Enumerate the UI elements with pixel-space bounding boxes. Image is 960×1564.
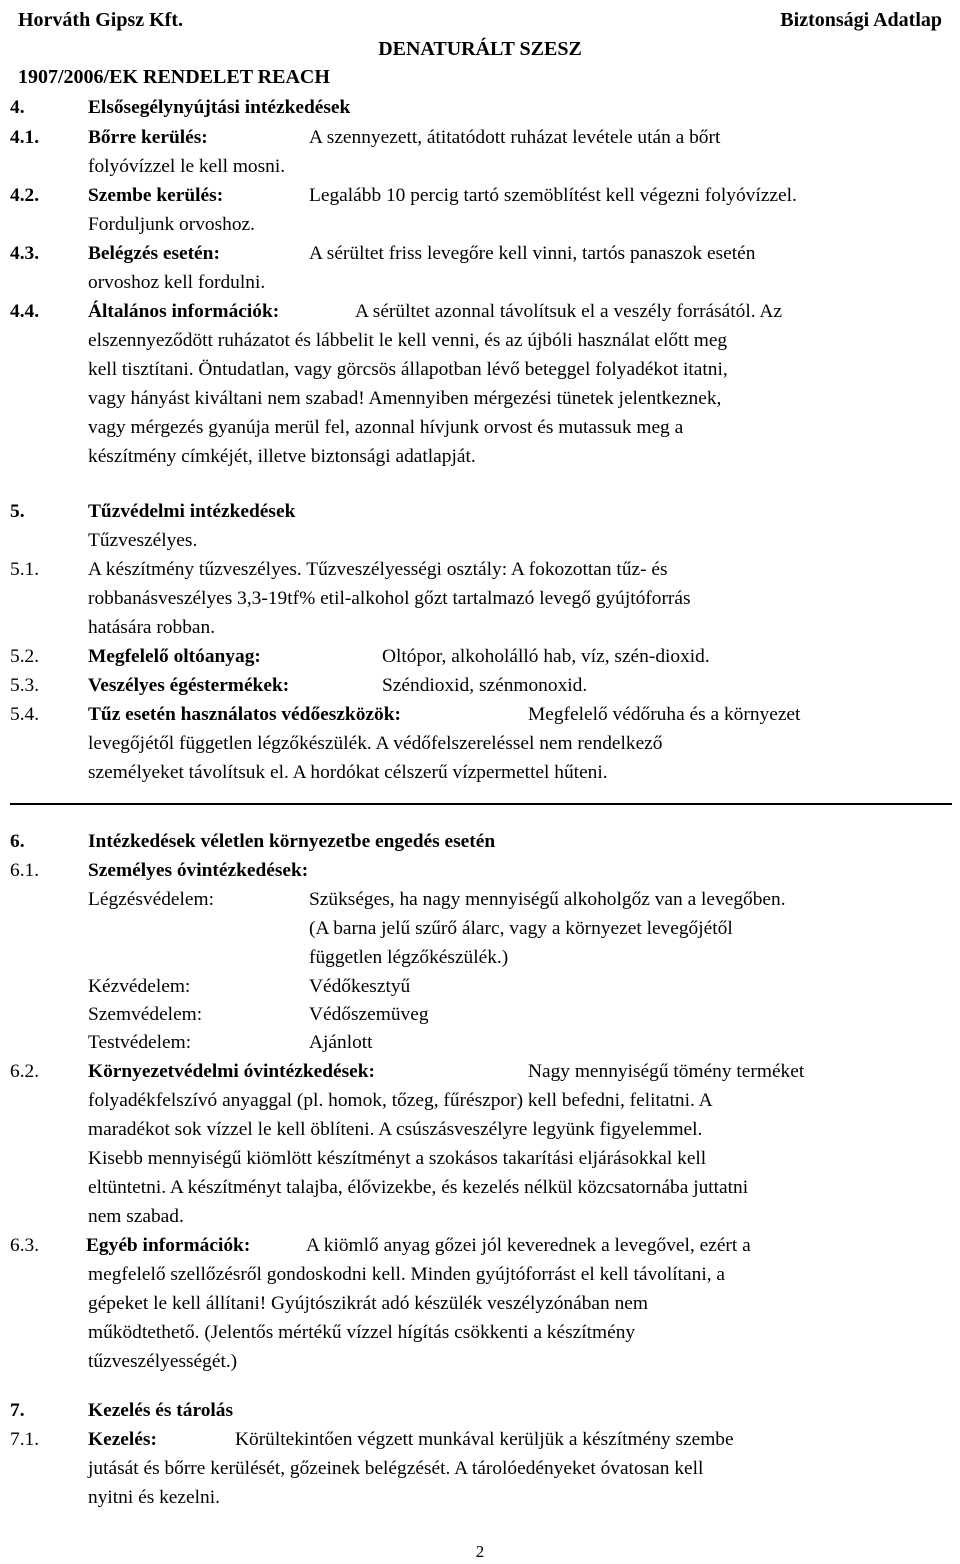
section-4-1-text-2: folyóvízzel le kell mosni. bbox=[88, 156, 286, 177]
product-name: DENATURÁLT SZESZ bbox=[378, 38, 582, 60]
section-5-1-number: 5.1. bbox=[10, 559, 40, 580]
section-5-subtitle: Tűzveszélyes. bbox=[88, 530, 198, 551]
body-protection-label: Testvédelem: bbox=[88, 1032, 192, 1053]
section-7-number: 7. bbox=[10, 1400, 25, 1421]
section-5-3-value: Széndioxid, szénmonoxid. bbox=[382, 675, 588, 696]
section-6-2-text-5: eltüntetni. A készítményt talajba, élővizekbe, és kezelés nélkül közcsatornába juttatni bbox=[88, 1177, 749, 1198]
section-4-2-text-2: Forduljunk orvoshoz. bbox=[88, 214, 255, 235]
section-6-3-label: Egyéb információk: bbox=[86, 1235, 251, 1256]
section-4-1-number: 4.1. bbox=[10, 127, 40, 148]
section-6-3-text-5: tűzveszélyességét.) bbox=[88, 1351, 238, 1372]
section-6-2-text-6: nem szabad. bbox=[88, 1206, 184, 1227]
section-5-title: Tűzvédelmi intézkedések bbox=[88, 501, 296, 522]
section-6-3-text-2: megfelelő szellőzésről gondoskodni kell. Minden gyújtóforrást el kell távolítani, a bbox=[88, 1264, 726, 1285]
section-4-4-text-5: vagy mérgezés gyanúja merül fel, azonnal hívjunk orvost és mutassuk meg a bbox=[88, 417, 684, 438]
section-5-1-text-1: A készítmény tűzveszélyes. Tűzveszélyességi osztály: A fokozottan tűz- és bbox=[88, 559, 668, 580]
regulation-ref: 1907/2006/EK RENDELET REACH bbox=[18, 66, 330, 88]
section-4-3-text-1: A sérültet friss levegőre kell vinni, tartós panaszok esetén bbox=[309, 243, 756, 264]
respiratory-protection-value: Szükséges, ha nagy mennyiségű alkoholgőz van a levegőben. bbox=[309, 889, 786, 910]
section-4-4-text-6: készítmény címkéjét, illetve biztonsági adatlapját. bbox=[88, 446, 476, 467]
respiratory-protection-label: Légzésvédelem: bbox=[88, 889, 214, 910]
section-6-2-text-1: Nagy mennyiségű tömény terméket bbox=[528, 1061, 805, 1082]
section-4-4-text-4: vagy hányást kiváltani nem szabad! Amennyiben mérgezési tünetek jelentkeznek, bbox=[88, 388, 722, 409]
section-4-3-number: 4.3. bbox=[10, 243, 40, 264]
section-5-4-text-2: levegőjétől független légzőkészülék. A védőfelszereléssel nem rendelkező bbox=[88, 733, 663, 754]
section-5-2-number: 5.2. bbox=[10, 646, 40, 667]
section-6-3-text-4: működtethető. (Jelentős mértékű vízzel hígítás csökkenti a készítmény bbox=[88, 1322, 636, 1343]
document-type: Biztonsági Adatlap bbox=[780, 9, 942, 31]
hand-protection-label: Kézvédelem: bbox=[88, 976, 191, 997]
section-6-2-label: Környezetvédelmi óvintézkedések: bbox=[88, 1061, 376, 1082]
section-4-4-label: Általános információk: bbox=[88, 301, 280, 322]
section-5-1-text-3: hatására robban. bbox=[88, 617, 216, 638]
section-4-number: 4. bbox=[10, 97, 25, 118]
section-6-3-text-3: gépeket le kell állítani! Gyújtószikrát adó készülék veszélyzónában nem bbox=[88, 1293, 648, 1314]
section-4-4-number: 4.4. bbox=[10, 301, 40, 322]
section-4-1-text-1: A szennyezett, átitatódott ruházat levétele után a bőrt bbox=[309, 127, 721, 148]
section-6-2-text-3: maradékot sok vízzel le kell öblíteni. A csúszásveszélyre legyünk figyelemmel. bbox=[88, 1119, 703, 1140]
section-6-2-text-4: Kisebb mennyiségű kiömlött készítményt a szokásos takarítási eljárásokkal kell bbox=[88, 1148, 707, 1169]
section-4-2-label: Szembe kerülés: bbox=[88, 185, 224, 206]
section-7-title: Kezelés és tárolás bbox=[88, 1400, 234, 1421]
section-6-1-number: 6.1. bbox=[10, 860, 40, 881]
section-5-4-number: 5.4. bbox=[10, 704, 40, 725]
section-7-1-number: 7.1. bbox=[10, 1429, 40, 1450]
section-4-2-text-1: Legalább 10 percig tartó szemöblítést kell végezni folyóvízzel. bbox=[309, 185, 797, 206]
section-6-3-text-1: A kiömlő anyag gőzei jól keverednek a levegővel, ezért a bbox=[306, 1235, 751, 1256]
section-5-3-label: Veszélyes égéstermékek: bbox=[88, 675, 290, 696]
section-7-1-label: Kezelés: bbox=[88, 1429, 157, 1450]
section-5-4-label: Tűz esetén használatos védőeszközök: bbox=[88, 704, 401, 725]
section-4-3-text-2: orvoshoz kell fordulni. bbox=[88, 272, 266, 293]
section-5-3-number: 5.3. bbox=[10, 675, 40, 696]
section-5-4-text-3: személyeket távolítsuk el. A hordókat célszerű vízpermettel hűteni. bbox=[88, 762, 608, 783]
respiratory-protection-value-2: (A barna jelű szűrő álarc, vagy a környezet levegőjétől bbox=[309, 918, 733, 939]
eye-protection-value: Védőszemüveg bbox=[309, 1004, 429, 1025]
section-5-2-value: Oltópor, alkoholálló hab, víz, szén-dioxid. bbox=[382, 646, 710, 667]
section-7-1-text-2: jutását és bőrre kerülését, gőzeinek belégzését. A tárolóedényeket óvatosan kell bbox=[88, 1458, 704, 1479]
section-6-title: Intézkedések véletlen környezetbe engedés esetén bbox=[88, 831, 496, 852]
section-6-number: 6. bbox=[10, 831, 25, 852]
section-5-number: 5. bbox=[10, 501, 25, 522]
section-divider bbox=[10, 803, 952, 805]
page-number: 2 bbox=[475, 1542, 485, 1561]
section-5-4-text-1: Megfelelő védőruha és a környezet bbox=[528, 704, 801, 725]
section-4-2-number: 4.2. bbox=[10, 185, 40, 206]
body-protection-value: Ajánlott bbox=[309, 1032, 373, 1053]
section-5-2-label: Megfelelő oltóanyag: bbox=[88, 646, 261, 667]
hand-protection-value: Védőkesztyű bbox=[309, 976, 411, 997]
section-4-1-label: Bőrre kerülés: bbox=[88, 127, 208, 148]
section-4-4-text-3: kell tisztítani. Öntudatlan, vagy görcsös állapotban lévő beteggel folyadékot itatni, bbox=[88, 359, 728, 380]
company-name: Horváth Gipsz Kft. bbox=[18, 9, 183, 31]
section-7-1-text-3: nyitni és kezelni. bbox=[88, 1487, 220, 1508]
section-4-3-label: Belégzés esetén: bbox=[88, 243, 220, 264]
section-6-1-label: Személyes óvintézkedések: bbox=[88, 860, 309, 881]
section-7-1-text-1: Körültekintően végzett munkával kerüljük a készítmény szembe bbox=[235, 1429, 734, 1450]
section-5-1-text-2: robbanásveszélyes 3,3-19tf% etil-alkohol gőzt tartalmazó levegő gyújtóforrás bbox=[88, 588, 691, 609]
respiratory-protection-value-3: független légzőkészülék.) bbox=[309, 947, 509, 968]
section-6-3-number: 6.3. bbox=[10, 1235, 40, 1256]
section-4-title: Elsősegélynyújtási intézkedések bbox=[88, 97, 351, 118]
section-4-4-text-2: elszennyeződött ruházatot és lábbelit le kell venni, és az újbóli használat előtt meg bbox=[88, 330, 728, 351]
section-6-2-number: 6.2. bbox=[10, 1061, 40, 1082]
section-6-2-text-2: folyadékfelszívó anyaggal (pl. homok, tőzeg, fűrészpor) kell befedni, felitatni. A bbox=[88, 1090, 713, 1111]
section-4-4-text-1: A sérültet azonnal távolítsuk el a veszély forrásától. Az bbox=[355, 301, 782, 322]
eye-protection-label: Szemvédelem: bbox=[88, 1004, 203, 1025]
